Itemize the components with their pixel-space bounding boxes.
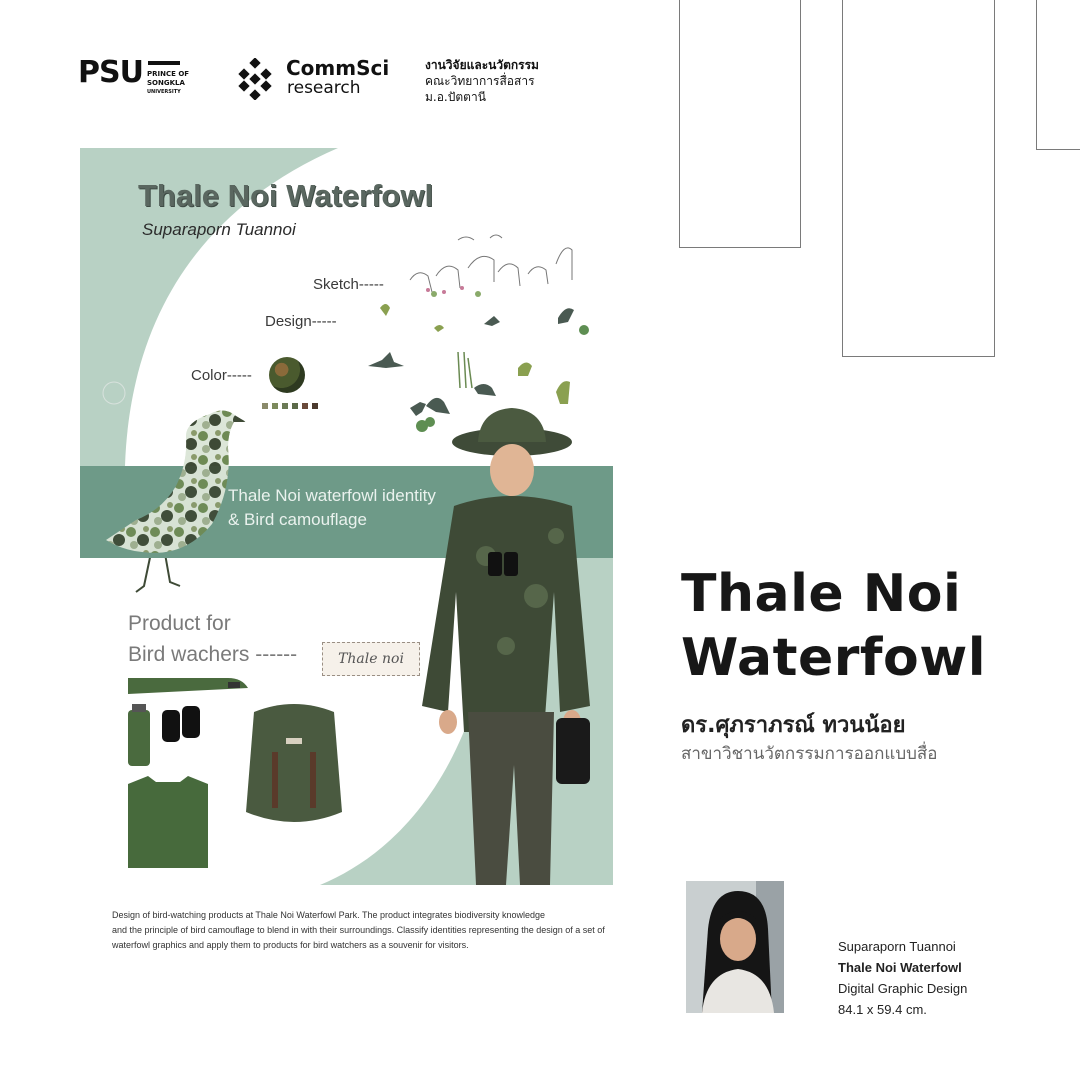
identity-band-text xyxy=(228,484,436,532)
products xyxy=(124,672,364,872)
poster-title: Thale Noi Waterfowl xyxy=(138,178,434,213)
poster-caption xyxy=(112,908,612,953)
author-thai-name: ดร.ศุภราภรณ์ ทวนน้อย xyxy=(681,713,906,738)
product-line-1: Product for xyxy=(128,612,231,635)
poster xyxy=(80,148,613,885)
faculty-line-3: ม.อ.ปัตตานี xyxy=(425,90,486,104)
product-heading xyxy=(128,608,297,670)
color-swatch xyxy=(292,403,298,409)
decor-rect-1 xyxy=(679,0,801,248)
decor-rect-3 xyxy=(1036,0,1080,150)
label-color: Color----- xyxy=(191,367,252,384)
color-swatch xyxy=(262,403,268,409)
poster-author: Suparaporn Tuannoi xyxy=(142,220,296,239)
label-design: Design----- xyxy=(265,313,337,330)
work-title xyxy=(681,562,986,690)
info-name: Suparaporn Tuannoi xyxy=(838,939,956,954)
color-swatch xyxy=(312,403,318,409)
psu-logo-bar xyxy=(148,61,180,65)
psu-logo: PSU xyxy=(78,55,143,90)
model-photo xyxy=(416,406,606,885)
faculty-heading xyxy=(425,57,539,105)
info-category: Digital Graphic Design xyxy=(838,981,968,996)
band-line-2: & Bird camouflage xyxy=(228,510,367,529)
label-sketch: Sketch----- xyxy=(313,276,384,293)
color-swatch xyxy=(272,403,278,409)
info-size: 84.1 x 59.4 cm. xyxy=(838,1002,927,1017)
faculty-line-2: คณะวิทยาการสื่อสาร xyxy=(425,74,535,88)
psu-line-3: UNIVERSITY xyxy=(147,89,181,95)
info-work: Thale Noi Waterfowl xyxy=(838,960,962,975)
psu-logo-text xyxy=(147,70,189,97)
commsci-name: CommSci xyxy=(286,56,390,80)
work-title-line-2: Waterfowl xyxy=(681,628,987,688)
color-swatch xyxy=(282,403,288,409)
caption-line-3: waterfowl graphics and apply them to products for bird watchers as a souvenir for visitors. xyxy=(112,940,469,950)
work-title-line-1: Thale Noi xyxy=(681,564,962,624)
band-line-1: Thale Noi waterfowl identity xyxy=(228,486,436,505)
portrait-graphic xyxy=(686,881,784,1013)
faculty-line-1: งานวิจัยและนวัตกรรม xyxy=(425,58,539,72)
camo-duck-overlay xyxy=(102,406,252,601)
commsci-logo-icon xyxy=(234,58,276,100)
color-swatch xyxy=(302,403,308,409)
commsci-sub: research xyxy=(287,78,361,98)
thale-noi-tag: Thale noi xyxy=(322,642,420,676)
caption-line-1: Design of bird-watching products at Thale Noi Waterfowl Park. The product integrates biodiversity knowledge xyxy=(112,910,546,920)
decor-rect-2 xyxy=(842,0,995,357)
color-sample-circle xyxy=(269,357,305,393)
psu-line-2: SONGKLA xyxy=(147,79,185,87)
author-portrait xyxy=(686,881,784,1013)
author-thai-department: สาขาวิชานวัตกรรมการออกแบบสื่อ xyxy=(681,744,938,764)
psu-line-1: PRINCE OF xyxy=(147,70,190,78)
work-info xyxy=(838,936,967,1020)
caption-line-2: and the principle of bird camouflage to blend in with their surroundings. Classify identities representing the design of a set of xyxy=(112,925,605,935)
product-line-2: Bird wachers ------ xyxy=(128,643,298,666)
